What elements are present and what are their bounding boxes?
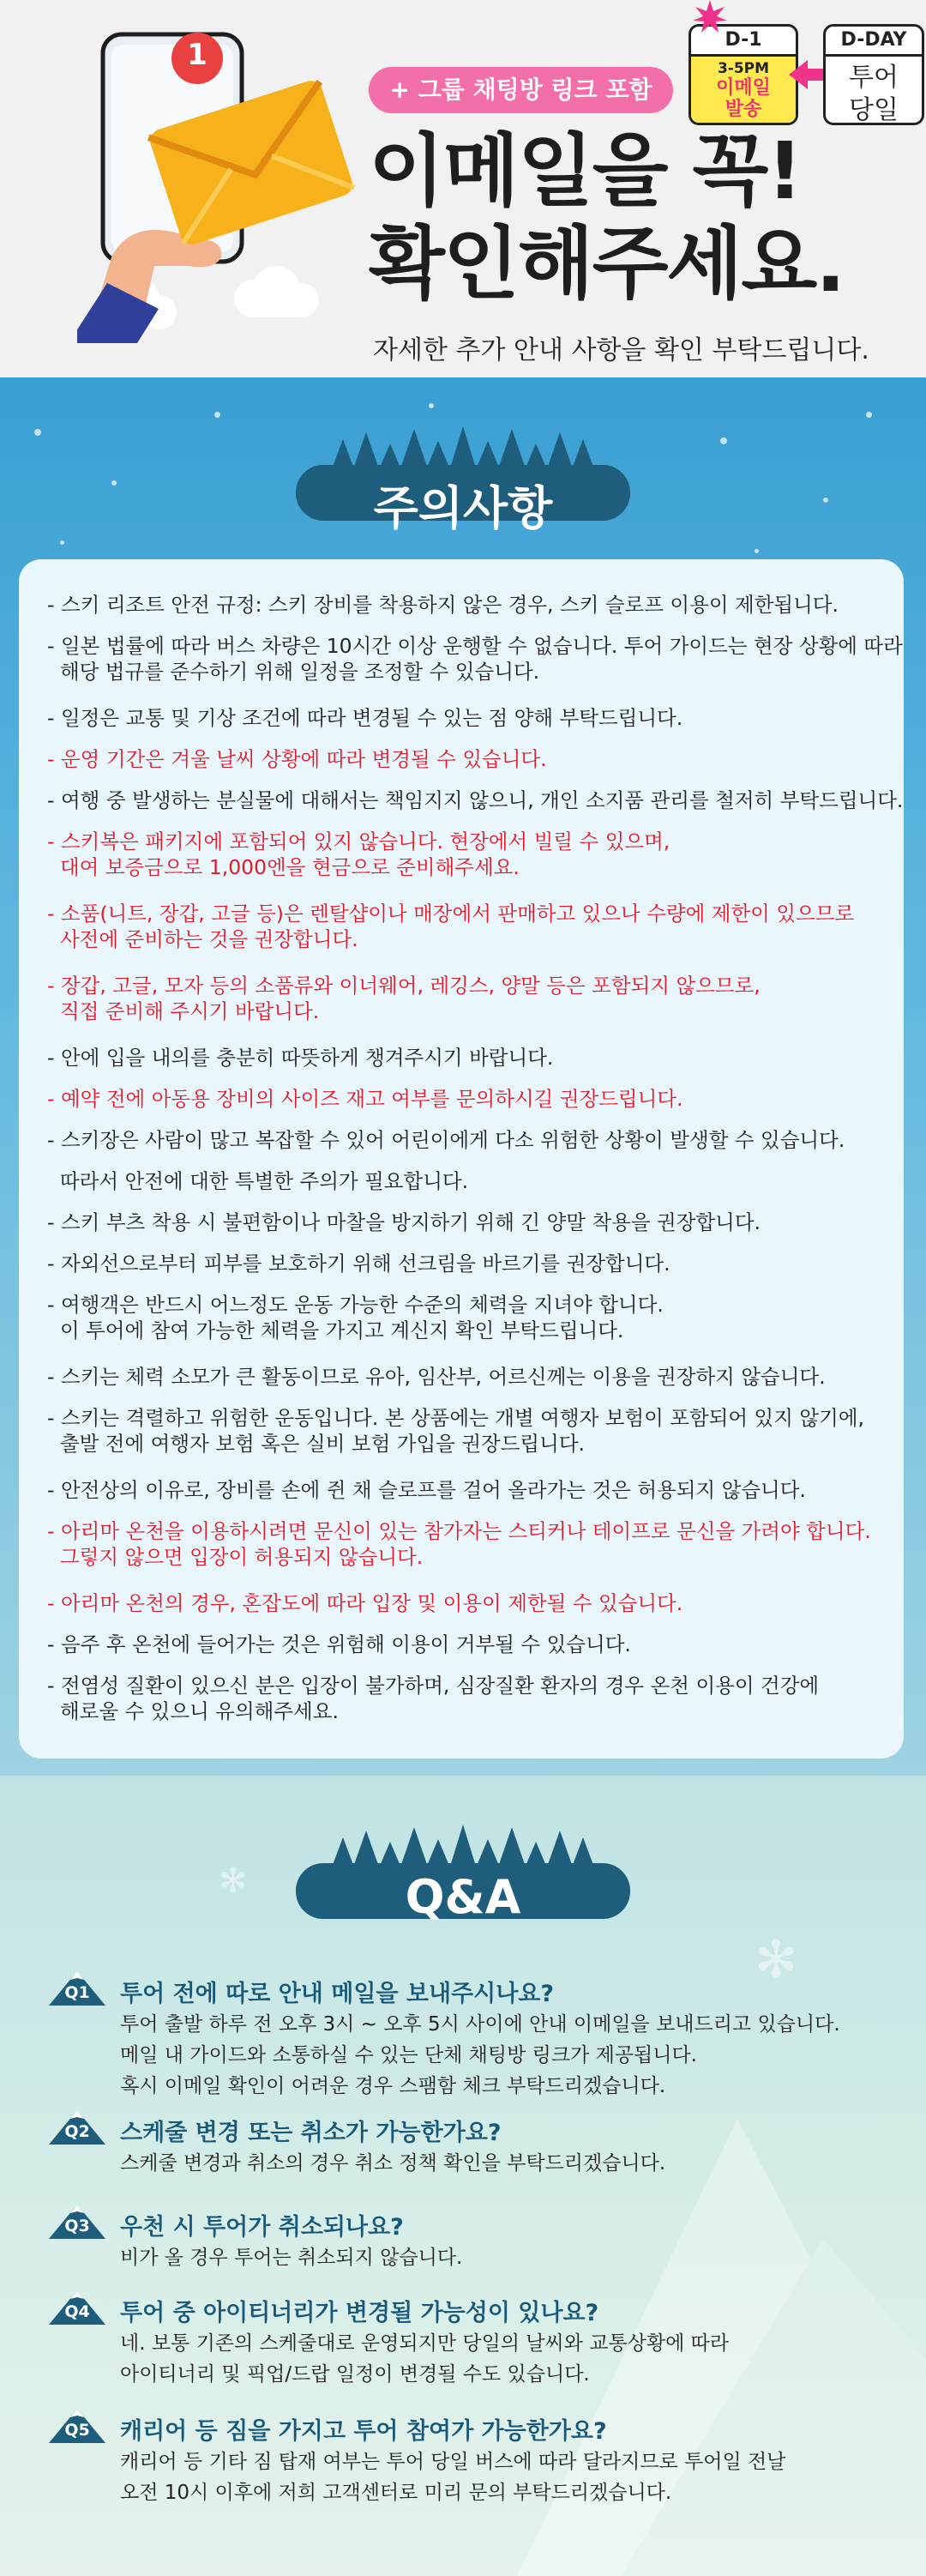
burst-icon	[693, 0, 727, 34]
caution-item: - 안에 입을 내의를 충분히 따뜻하게 챙겨주시기 바랍니다.	[47, 1046, 554, 1070]
caution-item: - 일본 법률에 따라 버스 차량은 10시간 이상 운행할 수 없습니다. 투어 가이드는 현장 상황에 따라 해당 법규를 준수하기 위해 일정을 조정할 수 있습니다.	[47, 634, 903, 684]
caution-item: - 스키는 격렬하고 위험한 운동입니다. 본 상품에는 개별 여행자 보험이 포함되어 있지 않기에, 출발 전에 여행자 보험 혹은 실비 보험 가입을 권장드립니다.	[47, 1406, 864, 1456]
caution-item: - 여행객은 반드시 어느정도 운동 가능한 수준의 체력을 지녀야 합니다. 이 투어에 참여 가능한 체력을 가지고 계신지 확인 부탁드립니다.	[47, 1293, 664, 1342]
caution-item: - 스키 부츠 착용 시 불편함이나 마찰을 방지하기 위해 긴 양말 착용을 권장합니다.	[47, 1210, 761, 1234]
cautions-card	[19, 559, 904, 1759]
qa-question: 우천 시 투어가 취소되나요?	[120, 2214, 404, 2241]
dday-line2: 당일	[849, 95, 899, 125]
qa-question: 투어 전에 따로 안내 메일을 보내주시나요?	[120, 1981, 555, 2007]
caution-item: - 음주 후 온천에 들어가는 것은 위험해 이용이 거부될 수 있습니다.	[47, 1632, 631, 1656]
dday-box	[823, 24, 924, 125]
caution-item: - 장갑, 고글, 모자 등의 소품류와 이너웨어, 레깅스, 양말 등은 포함되지 않으므로, 직접 준비해 주시기 바랍니다.	[47, 974, 761, 1023]
caution-item: - 스키장은 사람이 많고 복잡할 수 있어 어린이에게 다소 위험한 상황이 발생할 수 있습니다.	[47, 1128, 845, 1152]
qa-question: 투어 중 아이티너리가 변경될 가능성이 있나요?	[120, 2300, 599, 2326]
qa-title: Q&A	[405, 1870, 521, 1924]
caution-item: - 자외선으로부터 피부를 보호하기 위해 선크림을 바르기를 권장합니다.	[47, 1252, 670, 1276]
phone-envelope-illustration	[77, 26, 360, 343]
subtitle: 자세한 추가 안내 사항을 확인 부탁드립니다.	[373, 335, 869, 365]
caution-item: - 아리마 온천의 경우, 혼잡도에 따라 입장 및 이용이 제한될 수 있습니다.	[47, 1591, 683, 1615]
header	[0, 0, 926, 377]
qa-badge-label: Q5	[64, 2421, 90, 2440]
caution-item: - 스키 리조트 안전 규정: 스키 장비를 착용하지 않은 경우, 스키 슬로프 이용이 제한됩니다.	[47, 593, 839, 617]
qa-badge-label: Q3	[64, 2217, 90, 2235]
caution-item: - 스키는 체력 소모가 큰 활동이므로 유아, 임산부, 어르신께는 이용을 권장하지 않습니다.	[47, 1365, 826, 1389]
caution-item: - 아리마 온천을 이용하시려면 문신이 있는 참가자는 스티커나 테이프로 문신을 가려야 합니다. 그렇지 않으면 입장이 허용되지 않습니다.	[47, 1519, 871, 1569]
chat-link-pill: + 그룹 채팅방 링크 포함	[369, 67, 673, 113]
d1-title: D-1	[691, 27, 796, 57]
caution-item: - 여행 중 발생하는 분실물에 대해서는 책임지지 않으니, 개인 소지품 관리를 철저히 부탁드립니다.	[47, 788, 904, 812]
qa-badge-label: Q1	[64, 1983, 90, 2002]
cautions-title: 주의사항	[373, 481, 553, 535]
notification-badge-number: 1	[187, 38, 207, 72]
caution-item: - 전염성 질환이 있으신 분은 입장이 불가하며, 심장질환 환자의 경우 온천 이용이 건강에 해로울 수 있으니 유의해주세요.	[47, 1674, 820, 1723]
caution-item: - 소품(니트, 장갑, 고글 등)은 렌탈샵이나 매장에서 판매하고 있으나 수량에 제한이 있으므로 사전에 준비하는 것을 권장합니다.	[47, 902, 855, 951]
snowflake-icon: ✻	[219, 1861, 248, 1901]
qa-badge-label: Q4	[64, 2302, 90, 2321]
dday-line1: 투어	[849, 63, 899, 93]
qa-answer: 캐리어 등 기타 짐 탑재 여부는 투어 당일 버스에 따라 달라지므로 투어일 전날 오전 10시 이후에 저희 고객센터로 미리 문의 부탁드리겠습니다.	[120, 2451, 786, 2504]
dday-title: D-DAY	[826, 27, 922, 57]
headline-line1: 이메일을 꼭!	[369, 125, 802, 217]
qa-answer: 네. 보통 기존의 스케줄대로 운영되지만 당일의 날씨와 교통상황에 따라 아이티너리 및 픽업/드랍 일정이 변경될 수도 있습니다.	[120, 2332, 730, 2386]
caution-item: - 일정은 교통 및 기상 조건에 따라 변경될 수 있는 점 양해 부탁드립니다.	[47, 706, 683, 730]
qa-question: 스케줄 변경 또는 취소가 가능한가요?	[120, 2120, 502, 2146]
caution-item: - 예약 전에 아동용 장비의 사이즈 재고 여부를 문의하시길 권장드립니다.	[47, 1087, 683, 1111]
caution-item: - 안전상의 이유로, 장비를 손에 쥔 채 슬로프를 걸어 올라가는 것은 허용되지 않습니다.	[47, 1478, 806, 1502]
qa-answer: 비가 올 경우 투어는 취소되지 않습니다.	[120, 2247, 463, 2269]
caution-item: 따라서 안전에 대한 특별한 주의가 필요합니다.	[47, 1169, 469, 1193]
d1-box	[688, 24, 798, 125]
caution-item: - 운영 기간은 겨울 날씨 상황에 따라 변경될 수 있습니다.	[47, 747, 547, 771]
qa-answer: 스케줄 변경과 취소의 경우 취소 정책 확인을 부탁드리겠습니다.	[120, 2152, 666, 2175]
qa-answer: 투어 출발 하루 전 오후 3시 ~ 오후 5시 사이에 안내 이메일을 보내드리고 있습니다. 메일 내 가이드와 소통하실 수 있는 단체 채팅방 링크가 제공됩니다. 혹시 이메일 확인이 어려운 경우 스팸함 체크 부탁드리겠습니다.	[120, 2013, 840, 2097]
d1-time: 3-5PM	[717, 60, 770, 77]
d1-action-line2: 발송	[725, 99, 762, 120]
headline-line2: 확인해주세요.	[369, 218, 845, 310]
d1-action-line1: 이메일	[716, 77, 771, 99]
caution-item: - 스키복은 패키지에 포함되어 있지 않습니다. 현장에서 빌릴 수 있으며, 대여 보증금으로 1,000엔을 현금으로 준비해주세요.	[47, 830, 670, 879]
dday-body	[826, 62, 922, 125]
d1-body	[691, 57, 796, 123]
qa-question: 캐리어 등 짐을 가지고 투어 참여가 가능한가요?	[120, 2418, 607, 2445]
qa-badge-label: Q2	[64, 2122, 90, 2141]
snowflake-icon: ✻	[755, 1930, 798, 1990]
